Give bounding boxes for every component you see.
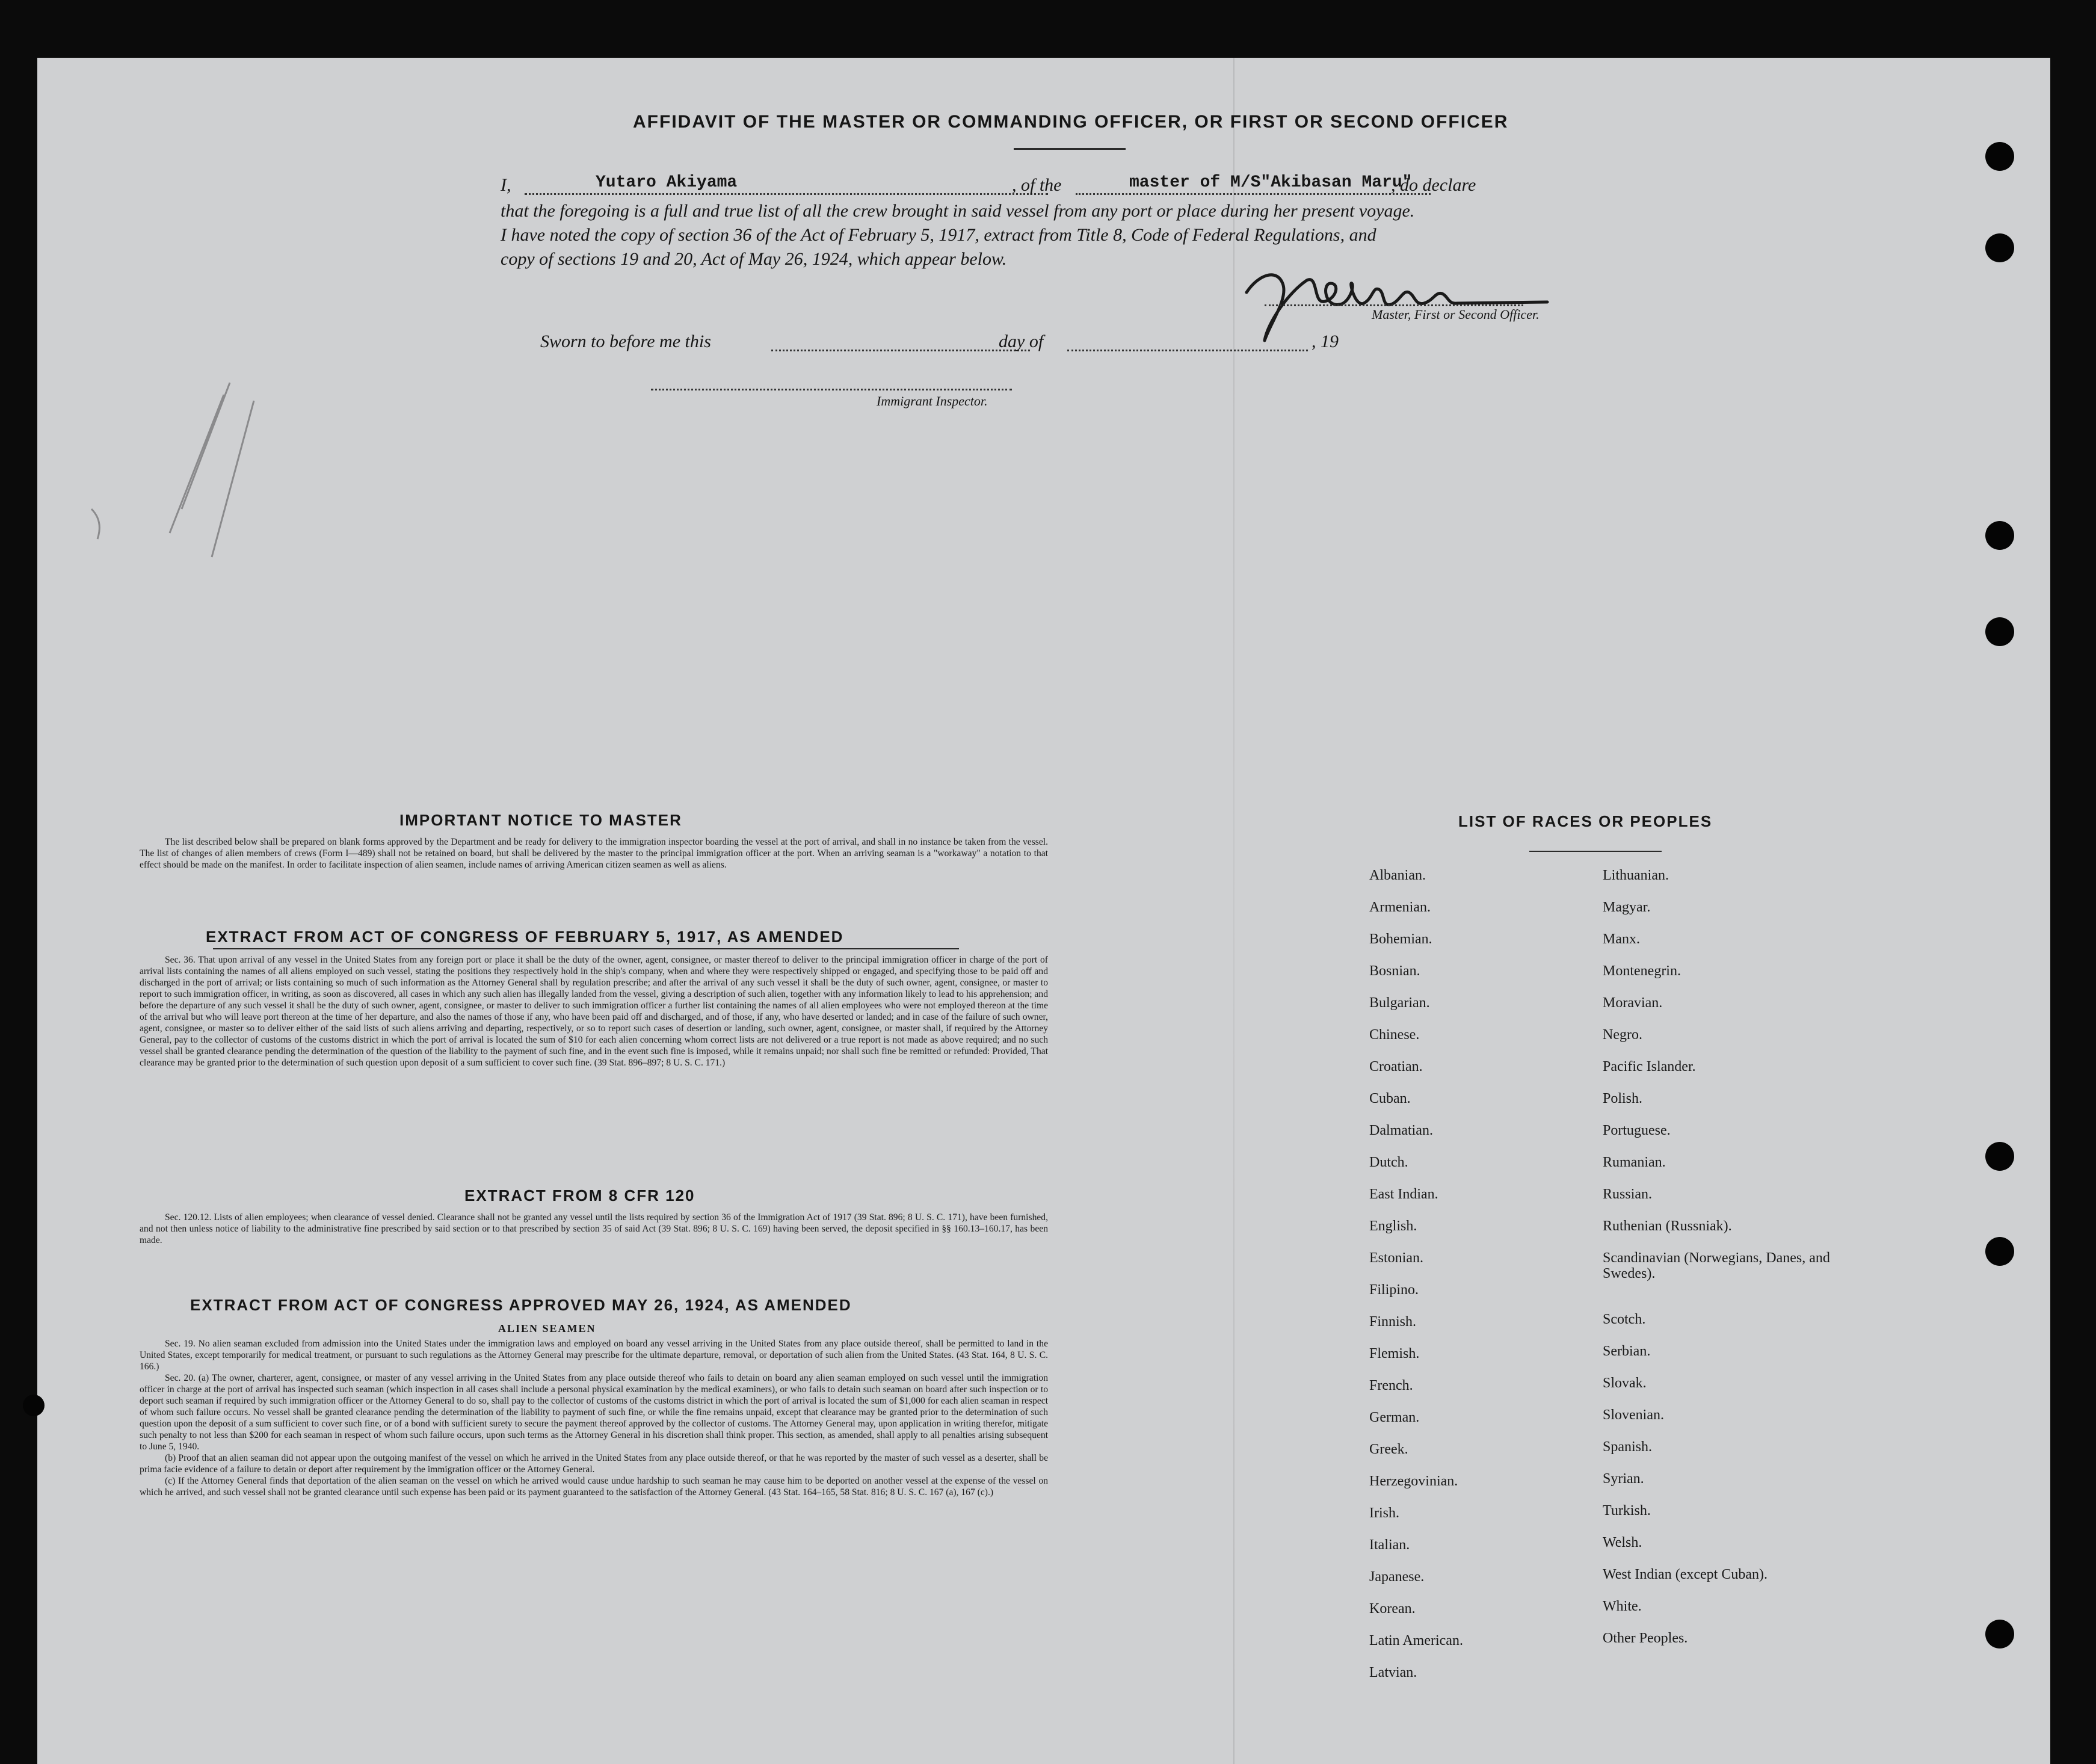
race-item: Ruthenian (Russniak).: [1603, 1218, 1732, 1234]
race-item: Latvian.: [1369, 1665, 1417, 1680]
race-item: Negro.: [1603, 1027, 1642, 1043]
race-item: Syrian.: [1603, 1471, 1644, 1487]
punch-hole: [1985, 1142, 2014, 1171]
extract-1917-block: [140, 954, 1048, 1069]
declaration-line-2: that the foregoing is a full and true list of all the crew brought in said vessel from any port or place during her present voyage.: [501, 201, 1415, 221]
form-sheet: [37, 58, 2050, 1764]
notice-paragraph: The list described below shall be prepared on blank forms approved by the Department and be ready for delivery to the immigration inspector boarding the vessel at the port of arrival, and shall in no instance be taken from the vessel. The list of changes of alien members of crews (Form I—489) shall not be retained on board, but shall be delivered by the master to the principal immigration officer at the port. When an arriving seaman is a "workaway" a notation to that effect should be made on the manifest. In order to facilitate inspection of alien seamen, include names of arriving American citizen seamen as well as aliens.: [140, 837, 1048, 870]
race-item: West Indian (except Cuban).: [1603, 1567, 1768, 1582]
race-item: Armenian.: [1369, 899, 1431, 915]
race-item: Lithuanian.: [1603, 868, 1669, 883]
notice-title: IMPORTANT NOTICE TO MASTER: [399, 811, 682, 829]
inspector-caption: Immigrant Inspector.: [877, 393, 988, 409]
race-item: Bosnian.: [1369, 963, 1420, 979]
race-item: Bohemian.: [1369, 931, 1432, 947]
section-36-paragraph: Sec. 36. That upon arrival of any vessel in the United States from any foreign port or place it shall be the duty of the owner, agent, consignee, or master thereof to deliver to the principal immigration officer in charge of the port of arrival lists containing the names of all aliens employed on such vessel, stating the positions they respectively hold in the ship's company, when and where they were respectively shipped or engaged, and specifying those to be paid off and discharged in the port of arrival; or lists containing so much of such information as the Attorney General shall by regulation prescribe; and after the arrival of any such vessel it shall be the duty of such owner, agent, consignee, or master to report to such immigration officer, in writing, as soon as discovered, all cases in which any such alien has illegally landed from the vessel, giving a description of such alien, together with any information likely to lead to his apprehension; and before the departure of any such vessel it shall be the duty of such owner, agent, consignee, or master to deliver to such immigration officer a further list containing the names of all alien employees who were not employed thereon at the time of the arrival but who will leave port thereon at the time of her departure, and also the names of those if any, who have been paid off and discharged, and of those, if any, who have deserted or landed; and in case of the failure of such owner, agent, consignee, or master so to deliver either of the said lists of such aliens arriving and departing, respectively, or so to report such cases of desertion or landing, such owner, agent, consignee, or master shall, if required by the Attorney General, pay to the collector of customs of the customs district in which the port of arrival is located the sum of $10 for each alien concerning whom correct lists are not delivered or a true report is not made as above required; and no such vessel shall be granted clearance pending the determination of the question of the liability to the payment of such fine, and in the event such fine is imposed, while it remains unpaid; nor shall such fine be remitted or refunded: Provided, That clearance may be granted prior to the determination of such question upon deposit of a sum sufficient to cover such fine. (39 Stat. 896–897; 8 U. S. C. 171.): [140, 955, 1048, 1068]
race-item: Serbian.: [1603, 1343, 1651, 1359]
race-item: Korean.: [1369, 1601, 1416, 1617]
punch-hole: [1985, 1237, 2014, 1266]
race-item: Bulgarian.: [1369, 995, 1430, 1011]
section-20a-paragraph: Sec. 20. (a) The owner, charterer, agent, consignee, or master of any vessel arriving in the United States from any place outside thereof who fails to detain on board any alien seaman employed on such vessel until the immigration officer in charge at the port of arrival has inspected such seaman (which inspection in all cases shall include a personal physical examination by the medical examiners), or who fails to detain such seaman on board after such inspection or to deport such seaman if required by such immigration officer or the Attorney General to do so, shall pay to the collector of customs of the customs district in which the port of arrival is located the sum of $1,000 for each alien seaman in respect of whom such failure occurs. No vessel shall be granted clearance pending the determination of the liability to payment of such fine, or while the fine remains unpaid, except that clearance may be granted prior to the determination of such question upon the deposit of a sum sufficient to cover such fine, or of a bond with sufficient surety to secure the payment thereof approved by the collector of customs. The Attorney General may, upon application in writing therefor, mitigate such penalty to not less than $200 for each seaman in respect of whom such failure occurs, upon such terms as the Attorney General in his discretion shall think proper. This section, as amended, shall apply to all penalties arising subsequent to June 5, 1940.: [140, 1373, 1048, 1452]
sworn-label: Sworn to before me this: [540, 332, 711, 351]
day-of-label: day of: [999, 332, 1044, 351]
race-item: East Indian.: [1369, 1186, 1438, 1202]
punch-hole: [1985, 1620, 2014, 1648]
section-20b-paragraph: (b) Proof that an alien seaman did not appear upon the outgoing manifest of the vessel on which he arrived in the United States from any place outside thereof, or that he was reported by the master of such vessel as a deserter, shall be prima facie evidence of a failure to detain or deport after requirement by the immigration officer or the Attorney General.: [140, 1453, 1048, 1475]
race-item: Dutch.: [1369, 1155, 1408, 1170]
races-title: LIST OF RACES OR PEOPLES: [1458, 812, 1713, 830]
signature-image: [1234, 256, 1571, 347]
race-item: Rumanian.: [1603, 1155, 1666, 1170]
race-item: Russian.: [1603, 1186, 1653, 1202]
section-19-paragraph: Sec. 19. No alien seaman excluded from admission into the United States under the immigration laws and employed on board any vessel arriving in the United States from any place outside thereof, shall be permitted to land in the United States, except temporarily for medical treatment, or pursuant to such regulations as the Attorney General may prescribe for the ultimate departure, removal, or deportation of such alien from the United States. (43 Stat. 164, 8 U. S. C. 166.): [140, 1339, 1048, 1372]
sworn-day-line: [771, 350, 1030, 351]
title-rule: [1014, 148, 1126, 150]
race-item: Greek.: [1369, 1442, 1408, 1457]
race-item: Slovak.: [1603, 1375, 1647, 1391]
punch-hole: [23, 1395, 45, 1416]
vessel-line: [1076, 193, 1431, 195]
extract-cfr-block: [140, 1212, 1048, 1246]
race-item: Chinese.: [1369, 1027, 1420, 1043]
year-prefix-label: , 19: [1312, 332, 1339, 351]
officer-name-field: Yutaro Akiyama: [596, 173, 738, 192]
signature-caption: Master, First or Second Officer.: [1372, 307, 1540, 322]
race-item: Irish.: [1369, 1505, 1399, 1521]
sworn-month-line: [1067, 350, 1308, 351]
race-item: Turkish.: [1603, 1503, 1651, 1519]
of-the-label: , of the: [1012, 175, 1062, 195]
race-item: Welsh.: [1603, 1535, 1642, 1550]
extract-cfr-title: EXTRACT FROM 8 CFR 120: [464, 1186, 695, 1204]
race-item: Herzegovinian.: [1369, 1473, 1458, 1489]
race-item: Dalmatian.: [1369, 1123, 1433, 1138]
race-item: Finnish.: [1369, 1314, 1417, 1330]
race-item: Cuban.: [1369, 1091, 1411, 1106]
extract-1924-block: [140, 1338, 1048, 1498]
race-item: Pacific Islander.: [1603, 1059, 1696, 1075]
punch-hole: [1985, 233, 2014, 262]
declaration-line-4: copy of sections 19 and 20, Act of May 26, 1924, which appear below.: [501, 249, 1007, 269]
race-item: Moravian.: [1603, 995, 1663, 1011]
race-item: German.: [1369, 1410, 1420, 1425]
notice-text-block: [140, 836, 1048, 871]
declaration-line-3: I have noted the copy of section 36 of the Act of February 5, 1917, extract from Title 8, Code of Federal Regulations, and: [501, 225, 1376, 245]
race-item: Magyar.: [1603, 899, 1651, 915]
race-item: Croatian.: [1369, 1059, 1423, 1075]
alien-seamen-subtitle: ALIEN SEAMEN: [498, 1322, 596, 1334]
race-item: Spanish.: [1603, 1439, 1653, 1455]
section-120-paragraph: Sec. 120.12. Lists of alien employees; when clearance of vessel denied. Clearance shall not be granted any vessel until the lists required by section 36 of the Immigration Act of 1917 (39 Stat. 896; 8 U. S. C. 171), have been furnished, and not then unless notice of liability to the administrative fine prescribed by said section or to that prescribed by section 35 of said Act (39 Stat. 896; 8 U. S. C. 169) having been served, the deposit specified in §§ 160.13–160.17, has been made.: [140, 1212, 1048, 1245]
extract-1917-rule: [213, 948, 959, 949]
punch-hole: [1985, 521, 2014, 550]
extract-1924-title: EXTRACT FROM ACT OF CONGRESS APPROVED MAY 26, 1924, AS AMENDED: [190, 1296, 852, 1314]
race-item: Montenegrin.: [1603, 963, 1681, 979]
race-item: Slovenian.: [1603, 1407, 1664, 1423]
race-item: Scotch.: [1603, 1312, 1646, 1327]
race-item: Albanian.: [1369, 868, 1426, 883]
race-item: Latin American.: [1369, 1633, 1463, 1648]
pencil-marks: [73, 377, 266, 569]
race-item: Italian.: [1369, 1537, 1410, 1553]
race-item: Filipino.: [1369, 1282, 1419, 1298]
race-item: Scandinavian (Norwegians, Danes, and Swedes).: [1603, 1250, 1830, 1281]
races-rule: [1529, 851, 1662, 852]
inspector-line: [651, 389, 1012, 390]
section-20c-paragraph: (c) If the Attorney General finds that deportation of the alien seaman on the vessel on which he arrived would cause undue hardship to such seaman he may cause him to be deported on another vessel at the expense of the vessel on which he arrived, and such vessel shall not be granted clearance until such expense has been paid or its payment guaranteed to the satisfaction of the Attorney General. (43 Stat. 164–165, 58 Stat. 816; 8 U. S. C. 167 (a), 167 (c).): [140, 1476, 1048, 1497]
signature-line: [1265, 304, 1523, 306]
race-item: Estonian.: [1369, 1250, 1423, 1266]
race-item: Polish.: [1603, 1091, 1643, 1106]
race-item: Flemish.: [1369, 1346, 1420, 1362]
vessel-role-field: master of M/S"Akibasan Maru": [1129, 173, 1413, 192]
declare-label: , do declare: [1391, 175, 1476, 195]
affidavit-title: AFFIDAVIT OF THE MASTER OR COMMANDING OFFICER, OR FIRST OR SECOND OFFICER: [633, 112, 1509, 132]
race-item: Other Peoples.: [1603, 1630, 1688, 1646]
name-line: [525, 193, 1048, 195]
race-item: Japanese.: [1369, 1569, 1425, 1585]
punch-hole: [1985, 142, 2014, 171]
race-item: White.: [1603, 1599, 1642, 1614]
extract-1917-title: EXTRACT FROM ACT OF CONGRESS OF FEBRUARY 5, 1917, AS AMENDED: [206, 928, 844, 946]
pronoun-label: I,: [501, 175, 511, 195]
punch-hole: [1985, 617, 2014, 646]
race-item: English.: [1369, 1218, 1417, 1234]
race-item: Manx.: [1603, 931, 1640, 947]
race-item: French.: [1369, 1378, 1413, 1393]
race-item: Portuguese.: [1603, 1123, 1671, 1138]
